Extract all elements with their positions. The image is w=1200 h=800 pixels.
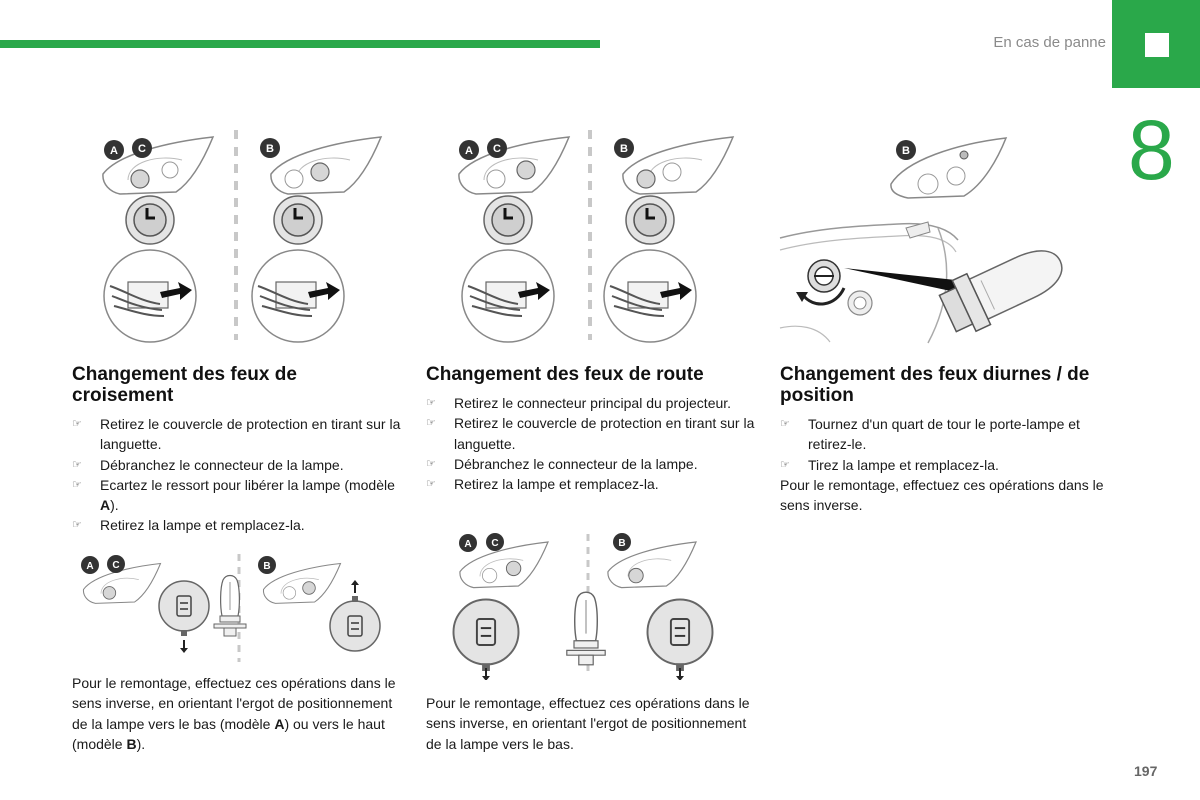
list-item bbox=[72, 515, 402, 535]
pointing-hand-icon: ☞ bbox=[426, 478, 436, 491]
badge-b bbox=[260, 138, 280, 158]
svg-text:A: A bbox=[110, 145, 118, 157]
list-item bbox=[72, 455, 402, 475]
svg-text:C: C bbox=[112, 560, 120, 571]
low-beam-reassembly-note: Pour le remontage, effectuez ces opérations dans le sens inverse, en orientant l'ergot de positionnement de la lampe vers le bas (modèle A) ou vers le haut (modèle B). bbox=[72, 675, 396, 752]
page-number: 197 bbox=[1134, 763, 1158, 779]
reassembly-note: Pour le remontage, effectuez ces opérations dans le sens inverse. bbox=[780, 476, 1104, 514]
section-drl bbox=[780, 364, 1110, 515]
list-item bbox=[72, 475, 402, 516]
pointing-hand-icon: ☞ bbox=[72, 478, 82, 491]
low-beam-bulb-orientation-illustration bbox=[76, 548, 386, 666]
badge-a bbox=[459, 140, 479, 160]
list-item bbox=[72, 414, 402, 455]
svg-text:B: B bbox=[618, 538, 626, 549]
steps-list bbox=[780, 414, 1110, 475]
high-beam-bulb-orientation-illustration bbox=[452, 528, 722, 680]
step-text: Retirez la lampe et remplacez-la. bbox=[454, 476, 659, 493]
list-item bbox=[426, 474, 756, 494]
svg-text:B: B bbox=[266, 143, 274, 155]
step-text: Retirez le couvercle de protection en tirant sur la languette. bbox=[100, 416, 401, 453]
svg-text:C: C bbox=[138, 143, 146, 155]
pointing-hand-icon: ☞ bbox=[72, 519, 82, 532]
section-title: Changement des feux de route bbox=[426, 364, 704, 385]
low-beam-removal-illustration bbox=[68, 122, 388, 346]
svg-text:A: A bbox=[464, 539, 472, 550]
badge-b bbox=[258, 556, 276, 574]
pointing-hand-icon: ☞ bbox=[426, 457, 436, 470]
pointing-hand-icon: ☞ bbox=[72, 458, 82, 471]
pointing-hand-icon: ☞ bbox=[72, 418, 82, 430]
badge-b bbox=[614, 138, 634, 158]
svg-text:C: C bbox=[493, 143, 501, 155]
section-low-beam bbox=[72, 364, 402, 536]
list-item bbox=[780, 414, 1110, 455]
badge-c bbox=[132, 138, 152, 158]
badge-b bbox=[896, 140, 916, 160]
pointing-hand-icon: ☞ bbox=[780, 418, 790, 430]
svg-text:A: A bbox=[465, 145, 473, 157]
chapter-number: 8 bbox=[1128, 103, 1175, 197]
step-text: Retirez la lampe et remplacez-la. bbox=[100, 517, 305, 534]
badge-c bbox=[486, 533, 504, 551]
svg-text:C: C bbox=[491, 538, 499, 549]
pointing-hand-icon: ☞ bbox=[426, 397, 436, 409]
steps-list bbox=[72, 414, 402, 536]
steps-list bbox=[426, 393, 756, 494]
list-item bbox=[426, 454, 756, 474]
step-text: Tirez la lampe et remplacez-la. bbox=[808, 456, 999, 473]
badge-a bbox=[104, 140, 124, 160]
pointing-hand-icon: ☞ bbox=[780, 458, 790, 471]
step-text: Retirez le connecteur principal du projecteur. bbox=[454, 395, 732, 411]
list-item bbox=[780, 455, 1110, 475]
step-text: Débranchez le connecteur de la lampe. bbox=[454, 455, 698, 472]
drl-removal-illustration bbox=[778, 128, 1098, 348]
pointing-hand-icon: ☞ bbox=[426, 417, 436, 430]
badge-c bbox=[107, 555, 125, 573]
step-text: Tournez d'un quart de tour le porte-lampe et retirez-le. bbox=[808, 416, 1080, 453]
step-text: Débranchez le connecteur de la lampe. bbox=[100, 456, 344, 473]
chapter-tab-square bbox=[1145, 33, 1169, 57]
svg-text:B: B bbox=[902, 145, 910, 157]
list-item bbox=[426, 413, 756, 454]
step-text: Retirez le couvercle de protection en tirant sur la languette. bbox=[454, 415, 755, 452]
header-accent-bar bbox=[0, 40, 600, 48]
badge-b bbox=[613, 533, 631, 551]
section-high-beam bbox=[426, 364, 756, 494]
badge-c bbox=[487, 138, 507, 158]
svg-text:A: A bbox=[86, 561, 94, 572]
svg-text:B: B bbox=[263, 561, 271, 572]
section-title: Changement des feux de croisement bbox=[72, 364, 297, 406]
badge-a bbox=[459, 534, 477, 552]
high-beam-reassembly-note: Pour le remontage, effectuez ces opérations dans le sens inverse, en orientant l'ergot de positionnement de la lampe vers le bas. bbox=[426, 695, 750, 752]
step-text: Ecartez le ressort pour libérer la lampe (modèle A). bbox=[100, 476, 395, 514]
chapter-title: En cas de panne bbox=[993, 34, 1106, 51]
badge-a bbox=[81, 556, 99, 574]
high-beam-removal-illustration bbox=[424, 122, 744, 346]
section-title: Changement des feux diurnes / de position bbox=[780, 364, 1090, 406]
svg-text:B: B bbox=[620, 143, 628, 155]
list-item bbox=[426, 393, 756, 413]
chapter-tab bbox=[1112, 0, 1200, 88]
